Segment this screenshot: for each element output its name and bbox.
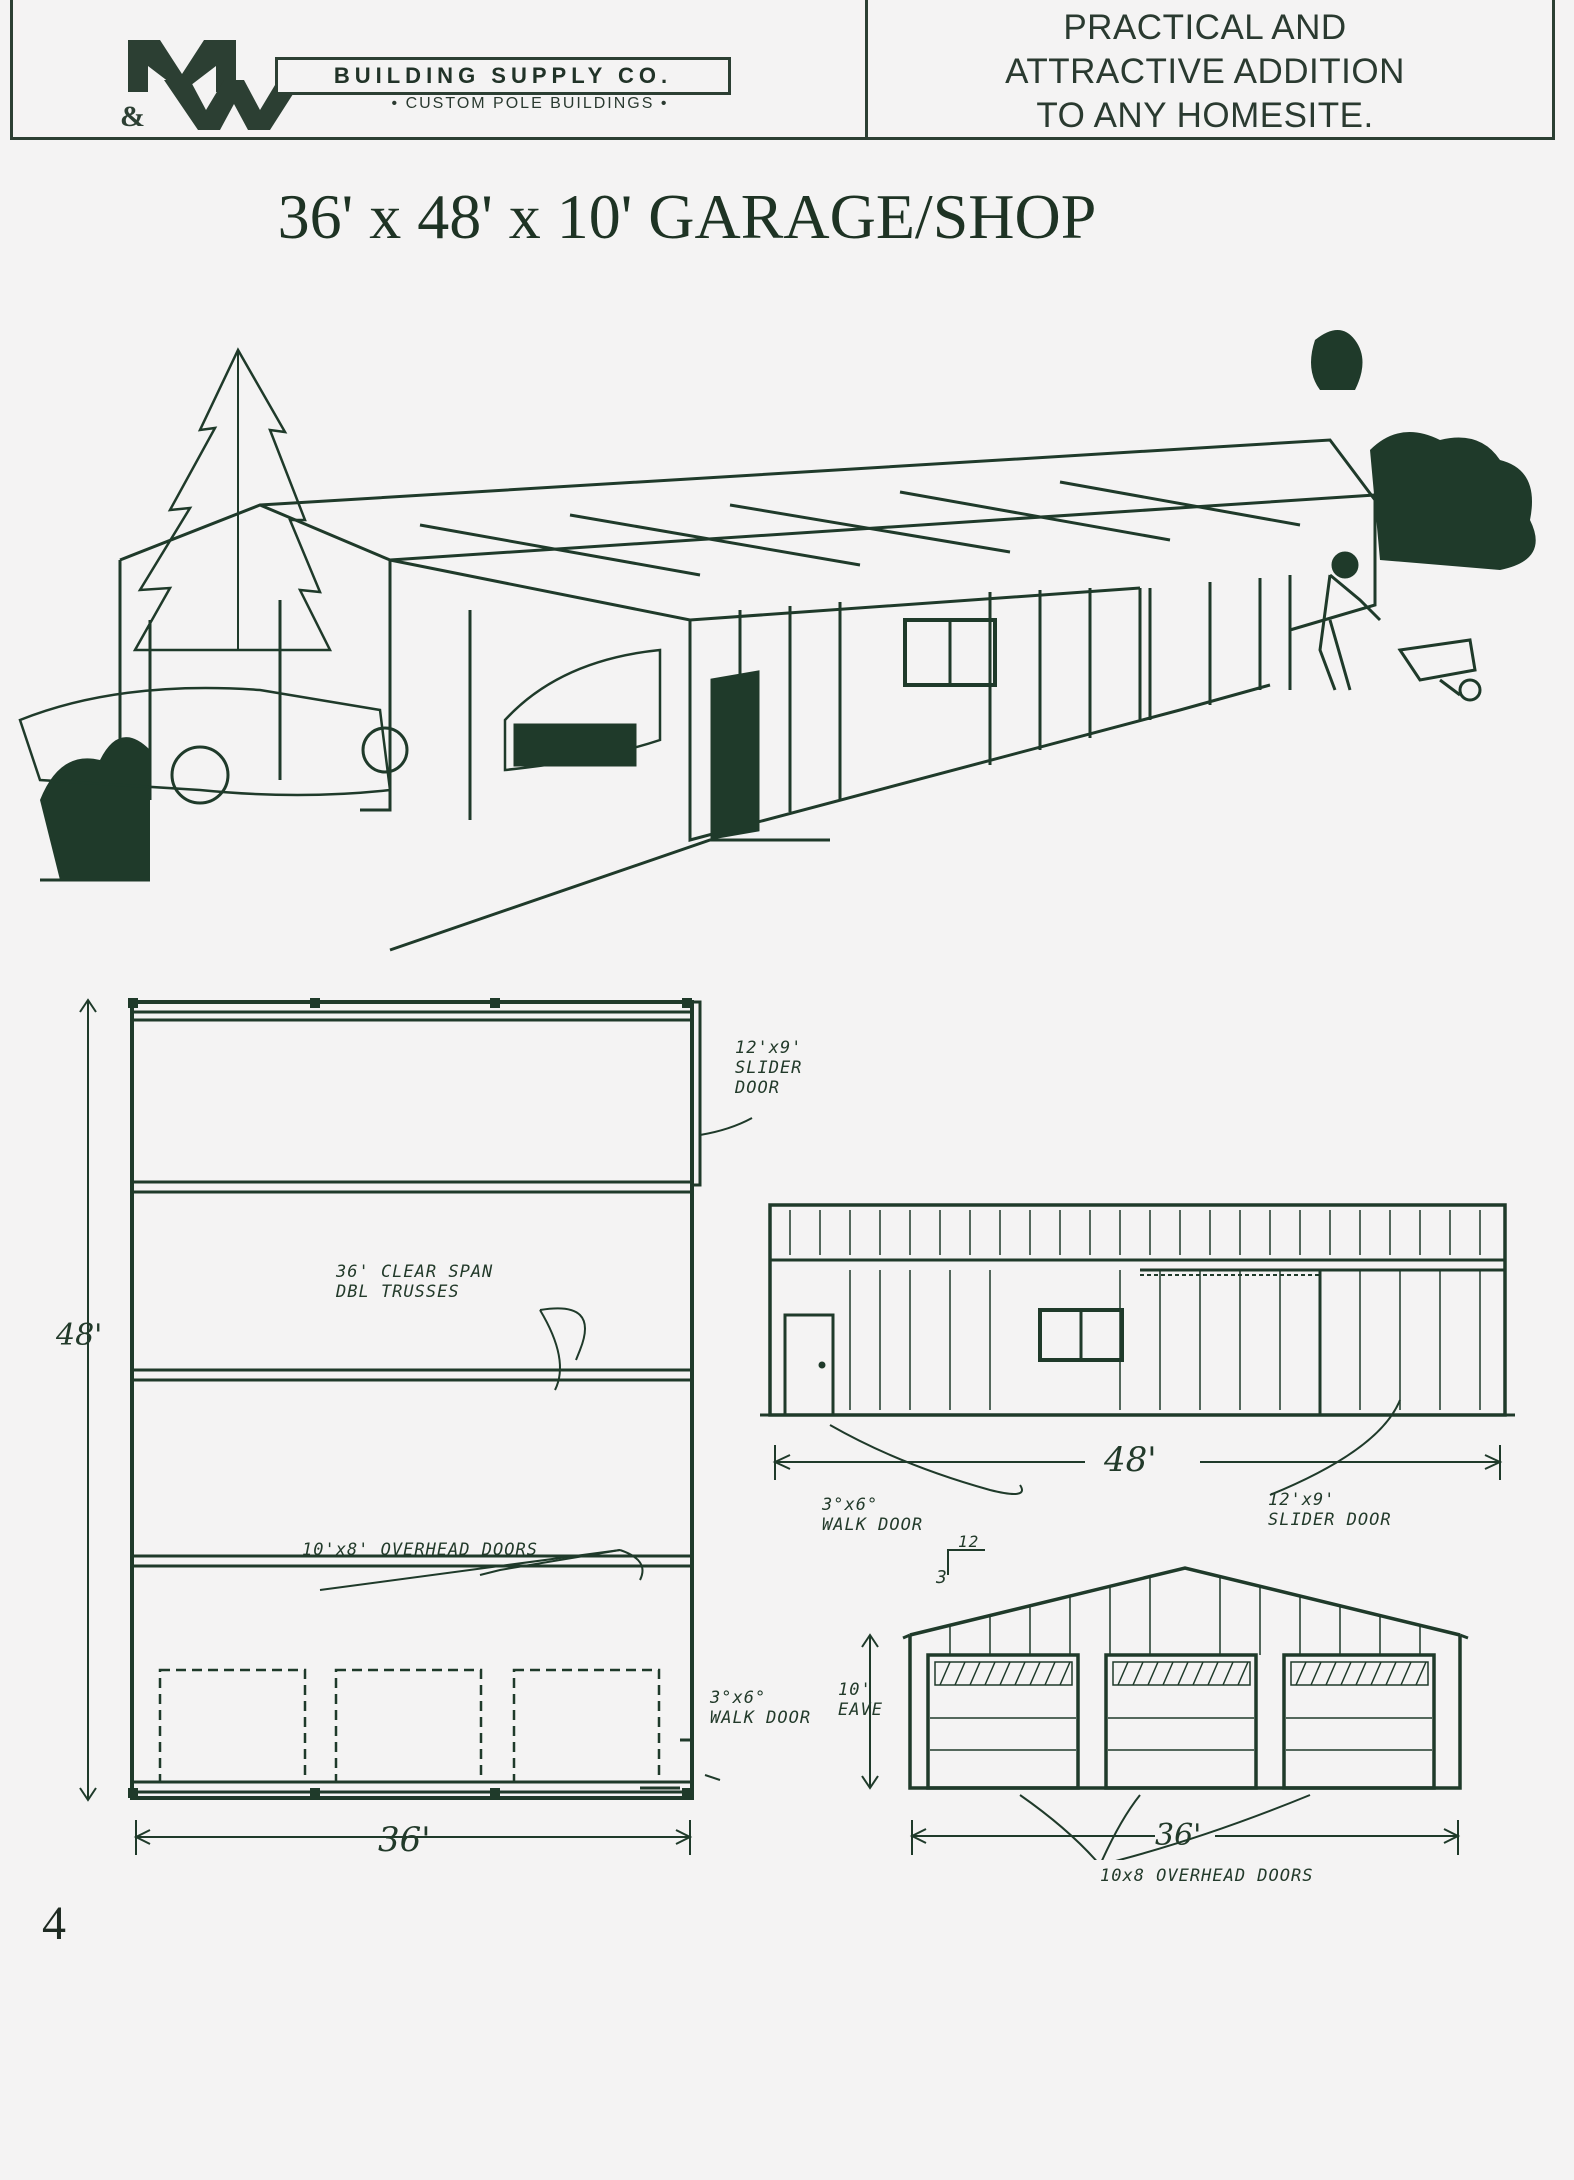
note-line: 3°x6° <box>710 1688 767 1708</box>
note-line: 12'x9' <box>735 1038 803 1058</box>
side-elevation-drawing <box>0 1190 1574 1590</box>
note-line: 12'x9' <box>1268 1490 1336 1510</box>
svg-text:&: & <box>120 100 145 132</box>
overhead-doors-note: 10'x8' OVERHEAD DOORS <box>302 1540 538 1560</box>
slogan <box>860 6 1550 138</box>
note-line: 10' <box>838 1680 872 1700</box>
company-logo <box>120 22 740 132</box>
tree-illustration <box>135 350 330 650</box>
slogan-line: ATTRACTIVE ADDITION <box>1005 52 1405 91</box>
floor-plan-length-label: 48' <box>56 1318 103 1353</box>
note-line: 36' CLEAR SPAN <box>336 1262 494 1282</box>
pitch-run: 12 <box>958 1532 980 1551</box>
slogan-line: TO ANY HOMESITE. <box>1036 96 1374 135</box>
note-line: EAVE <box>838 1700 883 1720</box>
note-line: DOOR <box>735 1078 780 1098</box>
slogan-line: PRACTICAL AND <box>1063 8 1347 47</box>
siding-lines <box>950 1577 1420 1655</box>
note-line: 3°x6° <box>822 1495 879 1515</box>
eave-note <box>838 1680 883 1720</box>
end-elevation-width-label: 36' <box>1155 1818 1202 1853</box>
note-line: SLIDER <box>735 1058 803 1078</box>
page-number: 4 <box>42 1897 66 1950</box>
siding-lines <box>790 1210 1480 1410</box>
logo-company-name: BUILDING SUPPLY CO. <box>275 57 731 95</box>
end-overhead-doors-note: 10x8 OVERHEAD DOORS <box>1100 1866 1314 1886</box>
floor-plan-width-label: 36' <box>378 1820 431 1860</box>
overhead-doors-elevation <box>928 1655 1434 1788</box>
pitch-rise: 3 <box>936 1567 948 1588</box>
logo-tagline: • CUSTOM POLE BUILDINGS • <box>391 95 669 112</box>
page-title <box>0 180 1574 254</box>
side-elevation-length-label: 48' <box>1104 1440 1157 1480</box>
note-line: DBL TRUSSES <box>336 1282 460 1302</box>
note-line: WALK DOOR <box>710 1708 812 1728</box>
page-title-text: 36' x 48' x 10' GARAGE/SHOP <box>277 181 1097 252</box>
note-line: WALK DOOR <box>822 1515 924 1535</box>
side-slider-door-note <box>1268 1490 1392 1530</box>
side-walk-door-note <box>822 1495 923 1535</box>
end-elevation-drawing <box>0 1540 1574 1860</box>
slider-door-note <box>735 1038 802 1098</box>
note-line: SLIDER DOOR <box>1268 1510 1392 1530</box>
